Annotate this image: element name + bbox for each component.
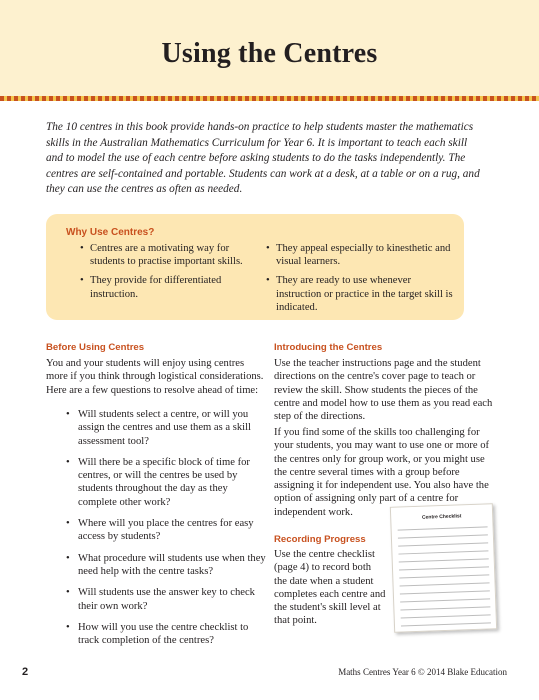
list-item: • They provide for differentiated instruction. <box>80 274 250 300</box>
centre-checklist-thumbnail <box>390 503 497 633</box>
list-item: • Will there be a specific block of time for centres, or will the centres be used by students throughout the day as they complete other work? <box>66 456 266 509</box>
list-item: • They appeal especially to kinesthetic and visual learners. <box>266 242 454 268</box>
list-item: • They are ready to use whenever instruction or practice in the target skill is indicated. <box>266 274 454 314</box>
list-item: • Will students use the answer key to check their own work? <box>66 586 266 613</box>
recording-heading: Recording Progress <box>274 534 366 545</box>
introducing-heading: Introducing the Centres <box>274 342 383 353</box>
thumbnail-title: Centre Checklist <box>421 513 462 521</box>
why-use-heading: Why Use Centres? <box>66 227 155 238</box>
why-use-list-left <box>80 242 250 307</box>
before-using-heading: Before Using Centres <box>46 342 145 353</box>
before-using-intro: You and your students will enjoy using centres more if you think through logistical considerations. Here are a few questions to resolve ahead of time: <box>46 358 264 396</box>
intro-paragraph: The 10 centres in this book provide hands-on practice to help students master the mathematics skills in the Australian Mathematics Curriculum for Year 6. It is important to teach each skill and to model the use of each centre before asking students to do the tasks independently. The centres are self-contained and portable. Students can work at a desk, at a table or on a rug, and they can use the centres as often as needed. <box>46 121 480 196</box>
footer-credit: Maths Centres Year 6 © 2014 Blake Education <box>338 667 507 677</box>
list-item: • Will students select a centre, or will you assign the centres and use them as a skill assessment tool? <box>66 408 266 448</box>
page-number: 2 <box>22 666 29 678</box>
introducing-paragraph-2: If you find some of the skills too challenging for your students, you may want to use one or more of the centres only for group work, or you might use the centre several times with a group before assigning it for independent use. You also have the option of assigning only part of a centre for independent work. <box>274 427 490 518</box>
recording-paragraph: Use the centre checklist (page 4) to record both the date when a student completes each centre and the student's skill level at that point. <box>274 549 386 627</box>
questions-list <box>66 408 266 655</box>
list-item: • How will you use the centre checklist to track completion of the centres? <box>66 621 266 648</box>
decorative-rule <box>0 96 539 101</box>
list-item: • Centres are a motivating way for students to practise important skills. <box>80 242 250 268</box>
why-use-list-right <box>266 242 454 320</box>
page-title: Using the Centres <box>161 38 378 69</box>
list-item: • What procedure will students use when they need help with the centre tasks? <box>66 552 266 579</box>
introducing-paragraph-1: Use the teacher instructions page and the student directions on the centre's cover page to teach or review the skill. Show students the pieces of the centre and model how to use them as you read each step of the directions. <box>274 358 493 423</box>
list-item: • Where will you place the centres for easy access by students? <box>66 517 266 544</box>
